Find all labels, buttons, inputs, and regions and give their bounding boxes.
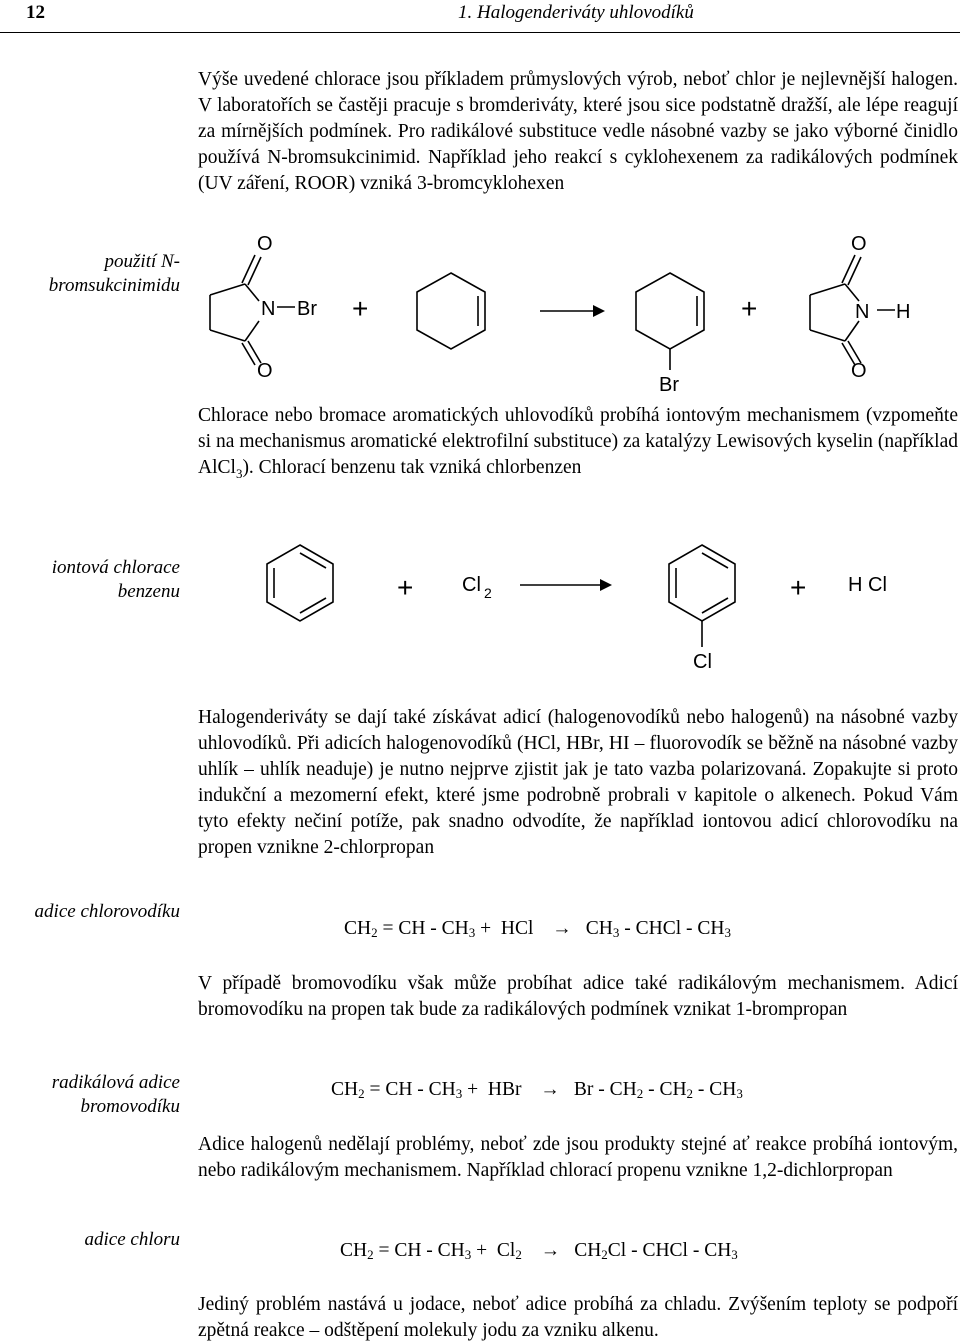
paragraph-radical: V případě bromovodíku však může probíhat adice také radikálovým mechanismem. Adicí bromovodíku na propen tak bude za radikálových podmínek vznikat 1-brompropan [198,973,958,1020]
eq-text: - CHCl - CH [619,918,725,939]
eq-text: CH [340,1240,368,1261]
reaction-arrow: → [552,918,572,939]
bromine-label: Br [659,374,679,396]
hydrogen-label: H [896,301,911,323]
margin-note-line: radikálová adice [51,1072,180,1093]
eq-text: = CH - CH [364,1079,456,1100]
subscript: 3 [464,1247,472,1262]
subscript: 3 [612,925,620,940]
header-rule [0,32,960,33]
subscript: 2 [371,925,378,940]
oxygen-label: O [257,233,273,255]
reaction-arrow: → [540,1240,561,1261]
subscript: 3 [455,1086,463,1101]
margin-note-hcl: adice chlorovodíku [34,901,180,922]
margin-note-line: bromsukcinimidu [48,275,180,296]
eq-text: = CH - CH [377,918,469,939]
subscript: 2 [601,1247,608,1262]
eq-text: - CH [643,1079,687,1100]
plus-sign: + [741,293,758,324]
eq-text: = CH - CH [373,1240,465,1261]
paragraph-aromatic [198,403,958,487]
equation-hbr-addition [331,1079,743,1102]
nbs-reaction-scheme [195,225,960,400]
margin-note-hbr [0,1071,180,1119]
paragraph-addition: Halogenderiváty se dají také získávat adicí (halogenovodíků nebo halogenů) na násobné vazby uhlovodíků. Při adicích halogenovodíků (HCl, HBr, HI – fluorovodík se běžně na násobné vazby uhlík – uhlík neaduje) je nutno nejprve zjistit jak je tato vazba polarizovaná. Zopakujte si proto indukční a mezomerní efekt, které jsme podrobně probrali v kapitole o alkenech. Pokud Vám tyto efekty nečiní potíže, pak snadno odvodíte, že například iontovou adicí chlorovodíku na propen vznikne 2-chlorpropan [198,707,958,858]
hcl-label: H Cl [848,574,887,596]
subscript: 2 [484,585,492,601]
eq-text: Cl - CHCl - CH [607,1240,732,1261]
chapter-title: 1. Halogenderiváty uhlovodíků [458,2,694,23]
eq-text: CH [344,918,372,939]
chlorine-label: Cl [693,651,712,673]
subscript: 2 [636,1086,644,1101]
plus-sign: + [397,572,414,603]
eq-text: CH [585,918,613,939]
bromine-label: Br [297,298,317,320]
subscript: 3 [235,465,243,481]
subscript: 3 [468,925,476,940]
paragraph-text: Chlorace nebo bromace aromatických uhlovodíků probíhá iontovým mechanismem (vzpomeňte si na mechanismus aromatické elektrofilní substituce) za katalýzy Lewisových kyselin (například AlCl [198,405,958,478]
margin-note-cl2: adice chloru [84,1229,180,1250]
subscript: 3 [731,1247,738,1262]
margin-note-line: benzenu [117,581,180,602]
subscript: 3 [736,1086,743,1101]
paragraph-iodination: Jediný problém nastává u jodace, neboť adice probíhá za chladu. Zvýšením teploty se podpoří zpětná reakce – odštěpení molekuly jodu za vzniku alkenu. [198,1294,958,1341]
oxygen-label: O [851,360,867,382]
margin-note-line: iontová chlorace [51,557,180,578]
eq-text: CH [574,1240,602,1261]
margin-note-line: bromovodíku [80,1096,180,1117]
eq-text: + HCl [475,918,534,939]
nitrogen-label: N [261,298,276,320]
oxygen-label: O [851,233,867,255]
subscript: 2 [367,1247,374,1262]
eq-text: - CH [693,1079,737,1100]
eq-text: CH [331,1079,359,1100]
paragraph-text: ). Chlorací benzenu tak vzniká chlorbenzen [242,457,582,478]
paragraph-halogens: Adice halogenů nedělají problémy, neboť zde jsou produkty stejné ať reakce probíhá iontovým, nebo radikálovým mechanismem. Například chlorací propenu vznikne 1,2-dichlorpropan [198,1134,958,1181]
reaction-arrow: → [540,1079,560,1100]
eq-text: Br - CH [573,1079,637,1100]
eq-text: + HBr [462,1079,522,1100]
eq-text: + Cl [471,1240,516,1261]
plus-sign: + [790,572,807,603]
benzene-chlorination-scheme [250,535,910,680]
page-number: 12 [26,2,45,23]
margin-note-line: použití N- [104,251,180,272]
nitrogen-label: N [855,301,870,323]
subscript: 2 [358,1086,365,1101]
subscript: 2 [515,1247,522,1262]
paragraph-intro: Výše uvedené chlorace jsou příkladem průmyslových výrob, neboť chlor je nejlevnější halogen. V laboratořích se častěji pracuje s bromderiváty, které jsou sice podstatně dražší, ale lépe reagují za mírnějších podmínek. Pro radikálové substituce vedle násobné vazby se jako výborné činidlo používá N-bromsukcinimid. Například jeho reakcí s cyklohexenem za radikálových podmínek (UV záření, ROOR) vzniká 3-bromcyklohexen [198,69,958,194]
oxygen-label: O [257,360,273,382]
equation-hcl-addition [344,918,731,941]
subscript: 2 [686,1086,694,1101]
margin-note-benzene [0,556,180,604]
chlorine-label: Cl [462,574,481,596]
plus-sign: + [352,293,369,324]
equation-cl2-addition [340,1240,738,1263]
margin-note-nbs [0,250,180,298]
subscript: 3 [724,925,731,940]
